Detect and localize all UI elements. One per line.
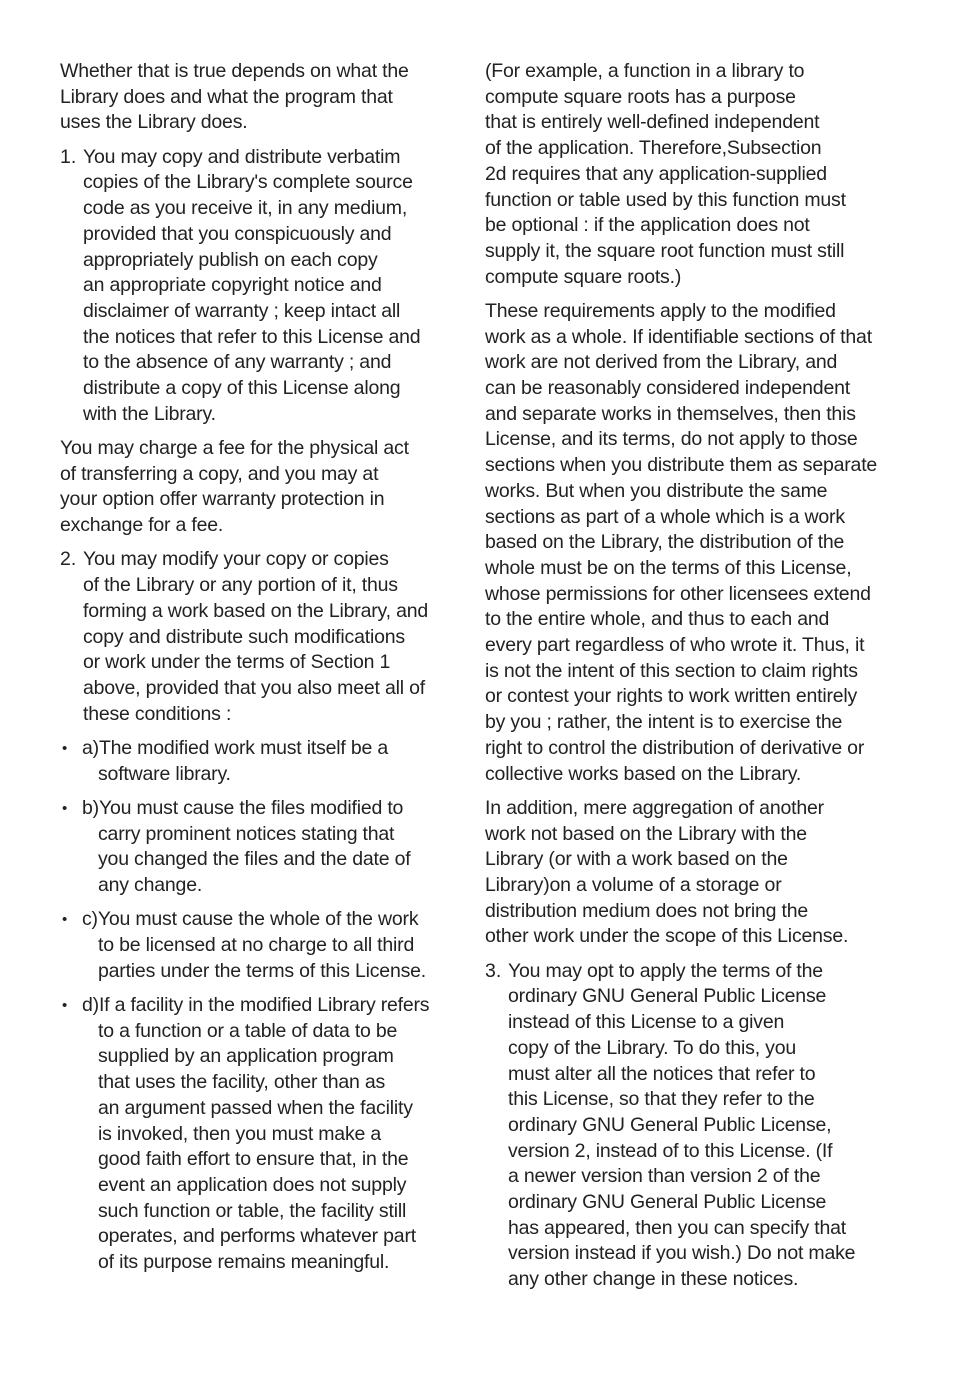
text-line: whose permissions for other licensees extend bbox=[485, 582, 871, 605]
text-line: Library (or with a work based on the bbox=[485, 848, 788, 871]
text-line: Library)on a volume of a storage or bbox=[485, 873, 782, 896]
bullet-item-d bbox=[60, 993, 450, 1276]
text-line: event an application does not supply bbox=[98, 1173, 407, 1196]
text-line: based on the Library, the distribution of the bbox=[485, 531, 845, 554]
left-column bbox=[60, 59, 450, 1284]
text-line: These requirements apply to the modified bbox=[485, 299, 836, 322]
text-line: forming a work based on the Library, and bbox=[83, 599, 428, 622]
text-line: an appropriate copyright notice and bbox=[83, 274, 382, 297]
text-line: distribution medium does not bring the bbox=[485, 899, 809, 922]
example-paragraph bbox=[485, 59, 885, 290]
text-line: to a function or a table of data to be bbox=[98, 1019, 398, 1042]
text-line: work are not derived from the Library, and bbox=[485, 351, 838, 374]
text-line: or contest your rights to work written entirely bbox=[485, 685, 858, 708]
text-line: sections as part of a whole which is a work bbox=[485, 505, 845, 528]
text-line: this License, so that they refer to the bbox=[508, 1088, 815, 1111]
text-line: by you ; rather, the intent is to exercise the bbox=[485, 711, 843, 734]
text-line: Whether that is true depends on what the bbox=[60, 60, 409, 82]
text-line: is invoked, then you must make a bbox=[98, 1122, 381, 1145]
text-line: every part regardless of who wrote it. Thus, it bbox=[485, 634, 865, 657]
list-number: 2. bbox=[60, 548, 77, 571]
text-line: License, and its terms, do not apply to those bbox=[485, 428, 858, 451]
bullet-marker: • bbox=[62, 911, 68, 929]
text-line: of its purpose remains meaningful. bbox=[98, 1251, 390, 1274]
text-line: compute square roots has a purpose bbox=[485, 85, 796, 108]
text-line: work not based on the Library with the bbox=[485, 822, 807, 845]
text-line: of the application. Therefore,Subsection bbox=[485, 137, 822, 160]
text-line: you changed the files and the date of bbox=[98, 848, 411, 871]
text-line: ordinary GNU General Public License, bbox=[508, 1113, 832, 1136]
text-line: c)You must cause the whole of the work bbox=[82, 908, 419, 931]
text-line: can be reasonably considered independent bbox=[485, 377, 850, 400]
text-line: a newer version than version 2 of the bbox=[508, 1165, 821, 1188]
text-line: 2d requires that any application-supplied bbox=[485, 162, 827, 185]
text-line: copies of the Library's complete source bbox=[83, 171, 413, 194]
text-line: is not the intent of this section to claim rights bbox=[485, 659, 858, 682]
text-line: software library. bbox=[98, 762, 231, 785]
text-line: other work under the scope of this License. bbox=[485, 925, 849, 948]
text-line: works. But when you distribute the same bbox=[485, 479, 828, 502]
text-line: right to control the distribution of derivative or bbox=[485, 736, 865, 759]
text-line: function or table used by this function must bbox=[485, 188, 846, 211]
text-line: compute square roots.) bbox=[485, 265, 682, 288]
text-line: parties under the terms of this License. bbox=[98, 959, 427, 982]
list-item-1 bbox=[60, 145, 450, 428]
requirements-paragraph bbox=[485, 299, 885, 787]
text-line: sections when you distribute them as separate bbox=[485, 454, 878, 477]
text-line: distribute a copy of this License along bbox=[83, 377, 401, 400]
text-line: your option offer warranty protection in bbox=[60, 488, 385, 511]
text-line: (For example, a function in a library to bbox=[485, 60, 805, 82]
text-line: disclaimer of warranty ; keep intact all bbox=[83, 299, 401, 322]
text-line: be optional : if the application does not bbox=[485, 214, 810, 237]
text-line: the notices that refer to this License and bbox=[83, 325, 421, 348]
text-line: In addition, mere aggregation of another bbox=[485, 796, 824, 819]
aggregation-paragraph bbox=[485, 796, 885, 950]
text-line: copy and distribute such modifications bbox=[83, 625, 405, 648]
text-line: to be licensed at no charge to all third bbox=[98, 934, 415, 957]
text-line: above, provided that you also meet all of bbox=[83, 676, 425, 699]
text-line: these conditions : bbox=[83, 702, 232, 725]
text-line: version 2, instead of to this License. (If bbox=[508, 1139, 833, 1162]
text-line: version instead if you wish.) Do not make bbox=[508, 1242, 856, 1265]
bullet-item-c bbox=[60, 907, 450, 984]
text-line: b)You must cause the files modified to bbox=[82, 796, 404, 819]
list-item-2 bbox=[60, 547, 450, 727]
text-line: copy of the Library. To do this, you bbox=[508, 1036, 796, 1059]
text-line: must alter all the notices that refer to bbox=[508, 1062, 816, 1085]
text-line: work as a whole. If identifiable sections of that bbox=[485, 325, 872, 348]
text-line: Library does and what the program that bbox=[60, 85, 393, 108]
text-line: whole must be on the terms of this License, bbox=[485, 556, 852, 579]
intro-paragraph bbox=[60, 59, 450, 136]
text-line: with the Library. bbox=[83, 402, 216, 425]
text-line: instead of this License to a given bbox=[508, 1011, 785, 1034]
text-line: code as you receive it, in any medium, bbox=[83, 197, 408, 220]
bullet-marker: • bbox=[62, 739, 68, 757]
text-line: d)If a facility in the modified Library refers bbox=[82, 994, 430, 1017]
text-line: supplied by an application program bbox=[98, 1045, 394, 1068]
right-column bbox=[485, 59, 885, 1301]
list-number: 1. bbox=[60, 145, 77, 168]
text-line: that is entirely well-defined independent bbox=[485, 111, 820, 134]
text-line: You may charge a fee for the physical act bbox=[60, 437, 409, 460]
text-line: provided that you conspicuously and bbox=[83, 222, 392, 245]
text-line: to the entire whole, and thus to each and bbox=[485, 608, 830, 631]
text-line: an argument passed when the facility bbox=[98, 1096, 413, 1119]
text-line: a)The modified work must itself be a bbox=[82, 736, 389, 759]
text-line: to the absence of any warranty ; and bbox=[83, 351, 392, 374]
text-line: that uses the facility, other than as bbox=[98, 1071, 386, 1094]
list-number: 3. bbox=[485, 959, 502, 982]
text-line: You may opt to apply the terms of the bbox=[508, 959, 823, 982]
bullet-item-a bbox=[60, 736, 450, 787]
bullet-item-b bbox=[60, 796, 450, 899]
text-line: operates, and performs whatever part bbox=[98, 1225, 416, 1248]
text-line: appropriately publish on each copy bbox=[83, 248, 378, 271]
text-line: collective works based on the Library. bbox=[485, 762, 802, 785]
text-line: such function or table, the facility still bbox=[98, 1199, 407, 1222]
text-line: ordinary GNU General Public License bbox=[508, 985, 827, 1008]
text-line: or work under the terms of Section 1 bbox=[83, 651, 391, 674]
bullet-marker: • bbox=[62, 997, 68, 1015]
text-line: exchange for a fee. bbox=[60, 514, 224, 537]
text-line: ordinary GNU General Public License bbox=[508, 1191, 827, 1214]
text-line: carry prominent notices stating that bbox=[98, 822, 395, 845]
text-line: You may copy and distribute verbatim bbox=[83, 145, 401, 168]
text-line: and separate works in themselves, then this bbox=[485, 402, 856, 425]
fee-paragraph bbox=[60, 436, 450, 539]
text-line: You may modify your copy or copies bbox=[83, 548, 389, 571]
text-line: of the Library or any portion of it, thus bbox=[83, 574, 398, 597]
text-line: good faith effort to ensure that, in the bbox=[98, 1148, 409, 1171]
text-line: has appeared, then you can specify that bbox=[508, 1216, 847, 1239]
list-item-3 bbox=[485, 959, 885, 1293]
bullet-marker: • bbox=[62, 799, 68, 817]
text-line: any other change in these notices. bbox=[508, 1268, 799, 1291]
text-line: of transferring a copy, and you may at bbox=[60, 462, 379, 485]
text-line: any change. bbox=[98, 874, 203, 897]
text-line: uses the Library does. bbox=[60, 111, 248, 134]
text-line: supply it, the square root function must still bbox=[485, 239, 845, 262]
